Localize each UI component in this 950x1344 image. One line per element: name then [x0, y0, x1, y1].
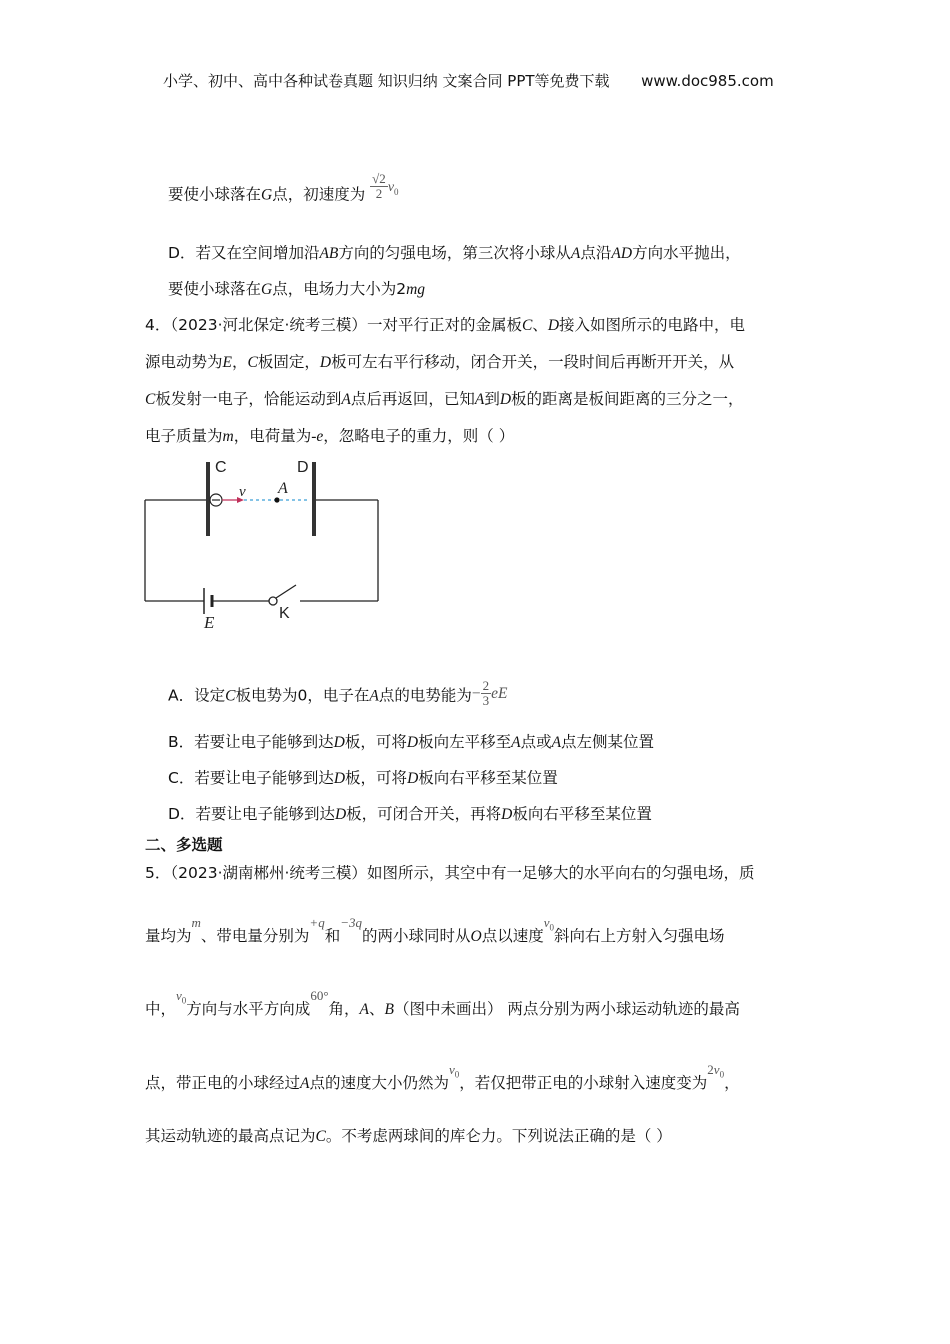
q4-line3: C板发射一电子，恰能运动到A点后再返回，已知A到D板的距离是板间距离的三分之一， [145, 390, 744, 408]
q4-option-a: A．设定C板电势为0，电子在A点的电势能为− $\frac{2}{3}$ eE [168, 678, 508, 709]
q4-option-d: D．若要让电子能够到达D板，可闭合开关，再将D板向右平移至某位置 [168, 805, 652, 823]
q3-line-end: 要使小球落在G点，初速度为 $\frac{√2}{2}$ $v_0$ [168, 171, 399, 204]
q5-line4: 点，带正电的小球经过A点的速度大小仍然为$^{v_0}$，若仅把带正电的小球射入速度变为$^{2v_0}$， [145, 1062, 740, 1092]
q4-number: 4． [145, 316, 171, 334]
q3-option-d-line2: 要使小球落在G点，电场力大小为2mg [168, 280, 426, 298]
q3-option-d-line1: D．若又在空间增加沿AB方向的匀强电场，第三次将小球从A点沿AD方向水平抛出， [168, 244, 741, 262]
label-plate-c: C [215, 459, 227, 476]
header-text: 小学、初中、高中各种试卷真题 知识归纳 文案合同 PPT等免费下载 [163, 72, 610, 90]
circuit-diagram [140, 450, 390, 640]
label-velocity: v [239, 484, 246, 500]
section-heading-multi-choice: 二、多选题 [145, 836, 223, 854]
label-plate-d: D [297, 459, 309, 476]
q4-option-b: B．若要让电子能够到达D板，可将D板向左平移至A点或A点左侧某位置 [168, 733, 655, 751]
plate-c [206, 462, 210, 536]
q4-line1: 4．（2023·河北保定·统考三模）一对平行正对的金属板C、D接入如图所示的电路中，电 [145, 316, 746, 334]
plate-d [312, 462, 316, 536]
page-header [163, 70, 774, 91]
fraction-two-thirds: $\frac{2}{3}$ [482, 678, 490, 709]
switch-pivot [269, 597, 277, 605]
switch-lever [276, 585, 296, 598]
label-point-a: A [278, 480, 288, 497]
q5-source: （2023·湖南郴州·统考三模） [170, 864, 367, 882]
q4-line2: 源电动势为E，C板固定，D板可左右平行移动，闭合开关，一段时间后再断开开关，从 [145, 353, 735, 371]
q4-option-c: C．若要让电子能够到达D板，可将D板向右平移至某位置 [168, 769, 558, 787]
q4-line4: 电子质量为m，电荷量为-e，忽略电子的重力，则（ ） [145, 427, 515, 445]
label-battery-e: E [204, 613, 215, 632]
v0-symbol: $v_0$ [387, 180, 399, 198]
header-url[interactable]: www.doc985.com [641, 72, 774, 90]
q5-line5: 其运动轨迹的最高点记为C。不考虑两球间的库仑力。下列说法正确的是（ ） [145, 1127, 672, 1145]
q5-line3: 中，$^{v_0}$方向与水平方向成$^{60^\circ}$角，A、B（图中未画出） 两点分别为两小球运动轨迹的最高 [145, 988, 740, 1018]
q5-line2: 量均为$^m$、带电量分别为$^{+q}$和$^{-3q}$的两小球同时从O点以速度$^{v_0}$斜向右上方射入匀强电场 [145, 915, 725, 945]
q4-source: （2023·河北保定·统考三模） [170, 316, 367, 334]
q5-number: 5． [145, 864, 171, 882]
label-switch-k: K [279, 605, 290, 622]
q5-line1: 5．（2023·湖南郴州·统考三模）如图所示，其空中有一足够大的水平向右的匀强电场，质 [145, 864, 755, 882]
point-a-dot [274, 497, 279, 502]
fraction-sqrt2-over-2: $\frac{√2}{2}$ [372, 171, 386, 202]
